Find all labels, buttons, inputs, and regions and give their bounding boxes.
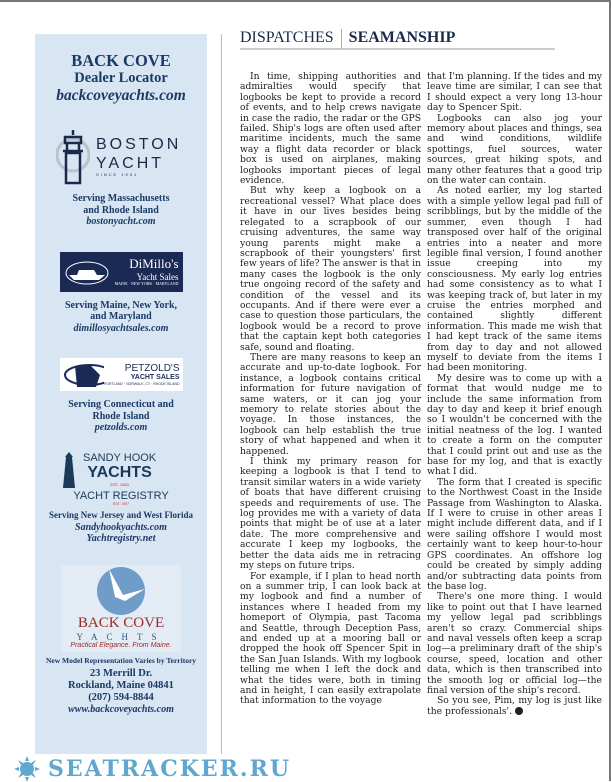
article-column-2: [427, 72, 602, 717]
dealer-serving: Rhode Island: [92, 410, 150, 422]
paragraph-continued: that I'm planning. If the tides and my leave time are similar, I can see that I should expect a very long 13-hour day to Spencer Spit.: [427, 71, 602, 114]
website[interactable]: www.backcoveyachts.com: [68, 704, 174, 716]
lighthouse-icon: [61, 452, 77, 488]
bird-icon: [61, 565, 181, 615]
dealer-url[interactable]: dimillosyachtsales.com: [73, 322, 169, 334]
paragraph: [427, 696, 602, 717]
dimillos-line1: DiMillo's: [129, 255, 179, 271]
header-divider: [341, 29, 342, 49]
article-column-1: [240, 72, 421, 707]
brand-tagline: Practical Elegance. From Maine.: [70, 642, 172, 650]
column-divider: [221, 34, 222, 754]
section-label: DISPATCHES: [240, 29, 334, 46]
dealer-url[interactable]: Yachtregistry.net: [86, 533, 156, 545]
dimillos-tag: MAINE · NEW YORK · MARYLAND: [114, 280, 179, 286]
sandy-line1: SANDY HOOK: [83, 451, 157, 464]
registry-line: YACHT REGISTRY: [73, 489, 169, 502]
paragraph: There's one more thing. I would like to point out that I have learned my yellow legal pad scribblings aren't so crazy. Commercial ships and naval vessels often keep a scrap log—a preliminary draft of the ship's course, speed, location and other data, which is then transcribed into the smooth log or official log—the final version of the ship's record.: [427, 591, 602, 696]
dealer-serving: and Rhode Island: [83, 204, 159, 216]
watermark-text: SEATRACKER.RU: [48, 756, 292, 782]
dealer-url[interactable]: Sandyhookyachts.com: [75, 521, 167, 533]
dealer-url[interactable]: petzolds.com: [94, 422, 148, 433]
address-line: 23 Merrill Dr.: [89, 668, 153, 680]
dealer-serving: Serving New Jersey and West Florida: [48, 510, 194, 521]
boston-line2: YACHT: [96, 154, 165, 172]
petzolds-line1: PETZOLD'S: [124, 362, 180, 374]
paragraph: In time, shipping authorities and admiralties would specify that logbooks be kept to provide a record of events, and to help crews navigate in case the radio, the radar or the GPS failed. Ship's logs are often used after maritime incidents, much the same way a flight data recorder or black box is used on airplanes, making logbooks important pieces of legal evidence.: [240, 71, 421, 187]
section-header: [240, 29, 555, 50]
boat-icon: [63, 361, 104, 389]
dealer-serving: Serving Connecticut and: [68, 399, 174, 410]
sidebar-title: BACK COVE: [71, 51, 171, 70]
paragraph: For example, if I plan to head north on a summer trip, I can look back at my logbook and find a number of instances where I headed from my homeport of Olympia, past Tacoma and Seattle, through Deception Pass, and ended up at a mooring ball or dropped the hook off Spencer Spit in the San Juan Islands. With my logbook telling me when I left the dock and what the tides were, both in timing and in height, I can easily extrapolate that information to the voyage: [240, 570, 421, 707]
registry-tag: EST. 1997: [112, 502, 130, 507]
sidebar-subtitle: Dealer Locator: [74, 70, 168, 86]
sun-icon: [14, 756, 40, 782]
boston-yacht-logo: [56, 129, 186, 185]
paragraph: I think my primary reason for keeping a logbook is that I tend to transit similar waters in a wide variety of boats that have different cruising speeds and requirements of use. The log provides me with a variety of data points that might be of use at a later date. The more comprehensive and accurate I keep my logbooks, the better the data aids me in retracing my steps on future trips.: [240, 456, 421, 572]
paragraph: But why keep a logbook on a recreational vessel? What place does it have in our lives besides being relegated to a scrapbook of our cruising adventures, the same way young parents might make a scrapbook of their youngsters' first few years of life? The answer is that in many cases the logbook is the only true ongoing record of the safety and condition of the vessel and its occupants. And if there were ever a case to question those particulars, the logbook would be a record to prove that the captain kept both categories safe, sound and floating.: [240, 185, 421, 353]
address-line: Rockland, Maine 04841: [68, 680, 174, 692]
back-cove-yachts-logo: [61, 565, 181, 653]
end-mark-icon: [515, 707, 523, 715]
sandy-tag: EST. 1983: [110, 481, 129, 487]
watermark: [0, 756, 609, 782]
boat-icon: [64, 259, 110, 285]
dealer-url[interactable]: bostonyacht.com: [86, 216, 156, 227]
dimillos-line2: Yacht Sales: [136, 271, 179, 282]
paragraph: Logbooks can also jog your memory about places and things, sea and wind conditions, wildlife spottings, fuel sources, water sources, great hiking spots, and many other features that a good trip on the water can contain.: [427, 112, 602, 187]
sidebar-url[interactable]: backcoveyachts.com: [56, 87, 186, 104]
closing-text: So you see, Pim, my log is just like the professionals'.: [427, 695, 602, 717]
boston-line1: BOSTON: [96, 136, 182, 154]
dealer-serving: Serving Maine, New York,: [64, 299, 178, 311]
brand-line1: BACK COVE: [77, 614, 165, 631]
lighthouse-icon: [56, 129, 90, 185]
paragraph: The form that I created is specific to the Northwest Coast in the Inside Passage from Washington to Alaska. If I were to cruise in other areas I might include different data, and if I were sailing offshore I would most certainly want to keep hour-to-hour GPS coordinates. An offshore log could be created by simply adding and/or subtracting data points from the base log.: [427, 476, 602, 592]
brand-line2: YACHTS: [76, 631, 166, 642]
paragraph: As noted earlier, my log started with a simple yellow legal pad full of scribblings, but by the middle of the summer, even though I had transposed over half of the original entries into a neater and more legible final version, I found another issue creeping into my consciousness. My early log entries had some consistency as to what I was keeping track of, but later in my cruise the entries morphed and contained slightly different information. This made me wish that I had kept track of the same items from day to day and not allowed myself to deviate from the items I had been monitoring.: [427, 185, 602, 374]
boston-tag: SINCE 1951: [96, 172, 139, 178]
dealer-sidebar: [35, 34, 207, 754]
petzolds-tag: PORTLAND · NORWALK, CT · RHODE ISLAND: [103, 382, 180, 387]
sandy-hook-logo: [61, 452, 181, 507]
dimillos-logo: [60, 252, 183, 292]
dealer-serving: and Maryland: [90, 311, 152, 322]
territory-note: New Model Representation Varies by Territory: [45, 656, 197, 666]
dealer-serving: Serving Massachusetts: [72, 193, 170, 204]
petzolds-logo: [60, 358, 183, 391]
sandy-line2: YACHTS: [87, 464, 152, 482]
petzolds-line2: YACHT SALES: [130, 374, 180, 382]
topic-label: SEAMANSHIP: [348, 29, 456, 46]
phone: (207) 594-8844: [88, 692, 154, 704]
paragraph: There are many reasons to keep an accurate and up-to-date logbook. For instance, a logbook contains critical information for future navigation of same waters, or it can jog your memory to relate stories about the voyage. In those instances, the logbook can help establish the true story of what happened and when it happened.: [240, 351, 421, 457]
paragraph: My desire was to come up with a format that would nudge me to include the same information from day to day and keep it brief enough so I wouldn't be concerned with the initial neatness of the log. I wanted to create a form on the computer that I could print out and use as the base for my log, and that is exactly what I did.: [427, 372, 602, 478]
